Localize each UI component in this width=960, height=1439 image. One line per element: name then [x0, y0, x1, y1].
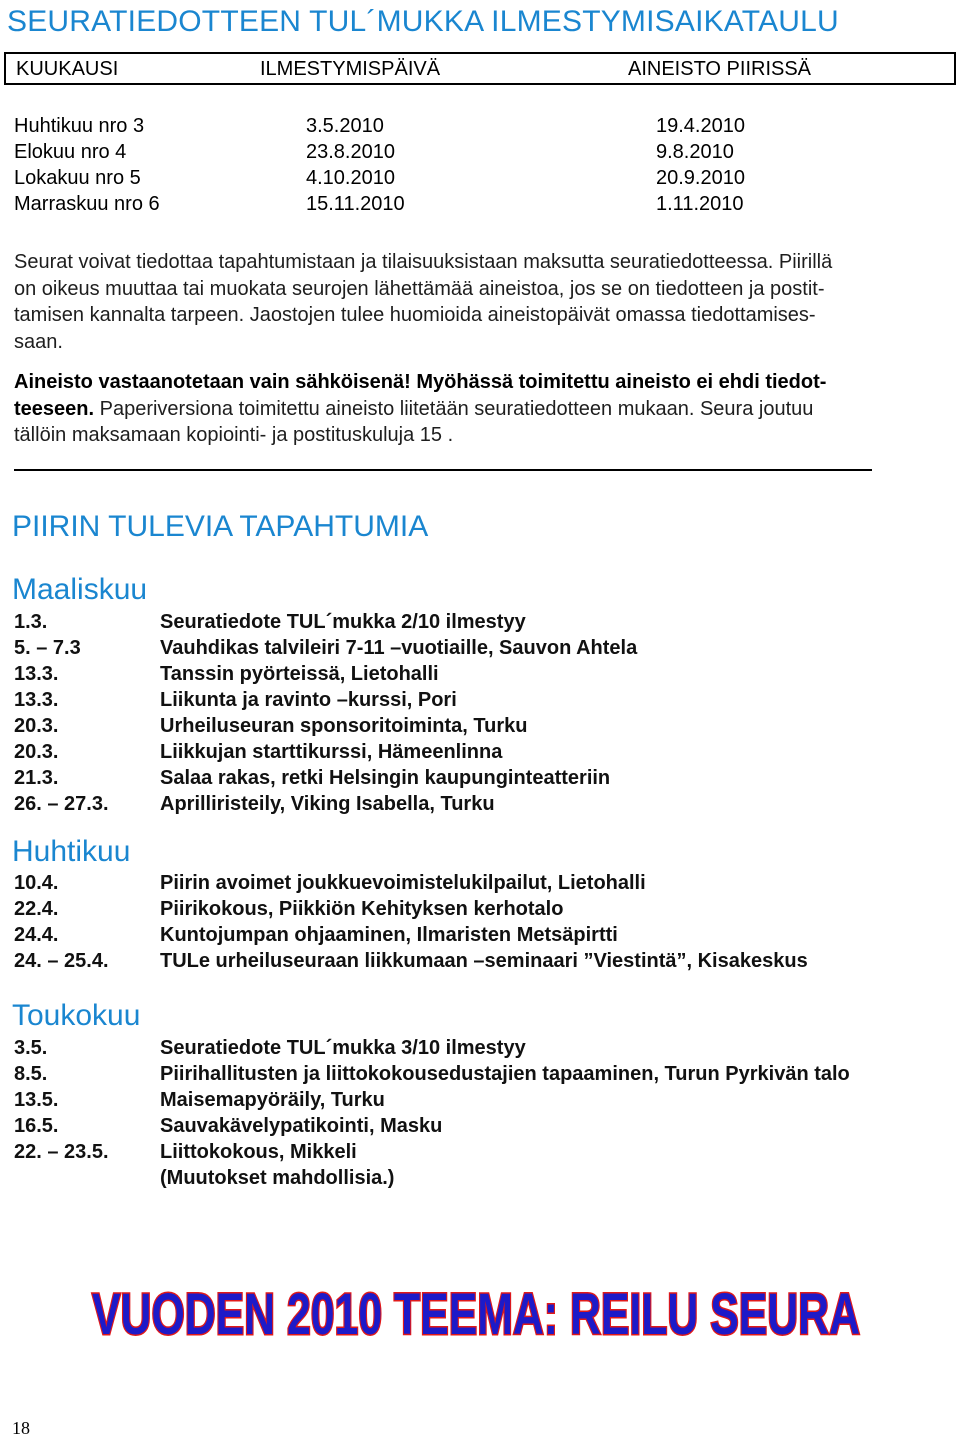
- theme-banner: [86, 1280, 866, 1344]
- info-paragraph-2: [14, 369, 946, 449]
- bold-notice: teeseen.: [14, 397, 95, 420]
- event-date: 13.3.: [14, 689, 59, 711]
- page-number: 18: [12, 1418, 30, 1438]
- event-date: 22.4.: [14, 898, 59, 920]
- schedule-material-date: 20.9.2010: [656, 167, 745, 189]
- schedule-material-date: 9.8.2010: [656, 141, 734, 163]
- event-title: Urheiluseuran sponsoritoiminta, Turku: [160, 715, 528, 737]
- schedule-month: Lokakuu nro 5: [14, 167, 141, 189]
- text-line: on oikeus muuttaa tai muokata seurojen lähettämää aineistoa, jos se on tiedotteen ja postit-: [14, 277, 825, 300]
- event-date: 24. – 25.4.: [14, 950, 109, 972]
- event-date: 5. – 7.3: [14, 637, 81, 659]
- info-paragraph-1: [14, 249, 946, 355]
- event-title: Seuratiedote TUL´mukka 3/10 ilmestyy: [160, 1037, 526, 1059]
- event-date: 20.3.: [14, 715, 59, 737]
- event-date: 1.3.: [14, 611, 48, 633]
- event-title: Sauvakävelypatikointi, Masku: [160, 1115, 443, 1137]
- schedule-header: [4, 52, 956, 85]
- schedule-month: Huhtikuu nro 3: [14, 115, 145, 137]
- schedule-publish-date: 15.11.2010: [306, 193, 405, 215]
- event-date: 16.5.: [14, 1115, 59, 1137]
- page-title: SEURATIEDOTTEEN TUL´MUKKA ILMESTYMISAIKATAULU: [7, 5, 839, 38]
- event-title: TULe urheiluseuraan liikkumaan –seminaari ”Viestintä”, Kisakeskus: [160, 950, 808, 972]
- event-date: 13.3.: [14, 663, 59, 685]
- event-note: (Muutokset mahdollisia.): [160, 1167, 395, 1189]
- event-title: Liikunta ja ravinto –kurssi, Pori: [160, 689, 457, 711]
- event-date: 3.5.: [14, 1037, 48, 1059]
- schedule-material-date: 1.11.2010: [656, 193, 744, 215]
- event-date: 10.4.: [14, 872, 59, 894]
- schedule-publish-date: 3.5.2010: [306, 115, 384, 137]
- event-date: 20.3.: [14, 741, 59, 763]
- event-title: Piirihallitusten ja liittokokousedustajien tapaaminen, Turun Pyrkivän talo: [160, 1063, 850, 1085]
- event-title: Maisemapyöräily, Turku: [160, 1089, 385, 1111]
- event-date: 21.3.: [14, 767, 59, 789]
- schedule-material-date: 19.4.2010: [656, 115, 745, 137]
- text-line: saan.: [14, 330, 63, 353]
- schedule-month: Elokuu nro 4: [14, 141, 127, 163]
- event-title: Seuratiedote TUL´mukka 2/10 ilmestyy: [160, 611, 526, 633]
- event-title: Aprilliristeily, Viking Isabella, Turku: [160, 793, 495, 815]
- text-line: tällöin maksamaan kopiointi- ja postituskuluja 15 .: [14, 424, 454, 446]
- schedule-publish-date: 23.8.2010: [306, 141, 395, 163]
- col-header-material-date: AINEISTO PIIRISSÄ: [628, 58, 812, 80]
- text-line: Seurat voivat tiedottaa tapahtumistaan ja tilaisuuksistaan maksutta seuratiedotteessa. Piirillä: [14, 251, 833, 273]
- event-date: 22. – 23.5.: [14, 1141, 109, 1163]
- event-title: Piirin avoimet joukkuevoimistelukilpailut, Lietohalli: [160, 872, 646, 894]
- month-heading: Maaliskuu: [12, 573, 148, 606]
- theme-banner-text: VUODEN 2010 TEEMA: REILU SEURA: [92, 1282, 860, 1344]
- text-line: tamisen kannalta tarpeen. Jaostojen tulee huomioida aineistopäivät omassa tiedottamises-: [14, 304, 816, 326]
- event-date: 13.5.: [14, 1089, 59, 1111]
- event-date: 26. – 27.3.: [14, 793, 109, 815]
- month-heading: Toukokuu: [12, 999, 141, 1032]
- bold-notice: Aineisto vastaanotetaan vain sähköisenä! Myöhässä toimitettu aineisto ei ehdi tiedot-: [14, 371, 827, 393]
- event-date: 8.5.: [14, 1063, 48, 1085]
- event-title: Liikkujan starttikurssi, Hämeenlinna: [160, 741, 503, 763]
- event-date: 24.4.: [14, 924, 59, 946]
- col-header-month: KUUKAUSI: [16, 58, 119, 80]
- divider: [14, 469, 872, 471]
- col-header-publish-date: ILMESTYMISPÄIVÄ: [260, 58, 441, 80]
- events-section-title: PIIRIN TULEVIA TAPAHTUMIA: [12, 510, 429, 543]
- text-line: Paperiversiona toimitettu aineisto liitetään seuratiedotteen mukaan. Seura joutuu: [94, 397, 814, 420]
- event-title: Tanssin pyörteissä, Lietohalli: [160, 663, 439, 685]
- event-title: Liittokokous, Mikkeli: [160, 1141, 357, 1163]
- event-title: Salaa rakas, retki Helsingin kaupunginteatteriin: [160, 767, 611, 789]
- schedule-month: Marraskuu nro 6: [14, 193, 160, 215]
- schedule-publish-date: 4.10.2010: [306, 167, 395, 189]
- month-heading: Huhtikuu: [12, 835, 131, 868]
- event-title: Piirikokous, Piikkiön Kehityksen kerhotalo: [160, 898, 564, 920]
- event-title: Vauhdikas talvileiri 7-11 –vuotiaille, Sauvon Ahtela: [160, 637, 638, 659]
- event-title: Kuntojumpan ohjaaminen, Ilmaristen Metsäpirtti: [160, 924, 618, 946]
